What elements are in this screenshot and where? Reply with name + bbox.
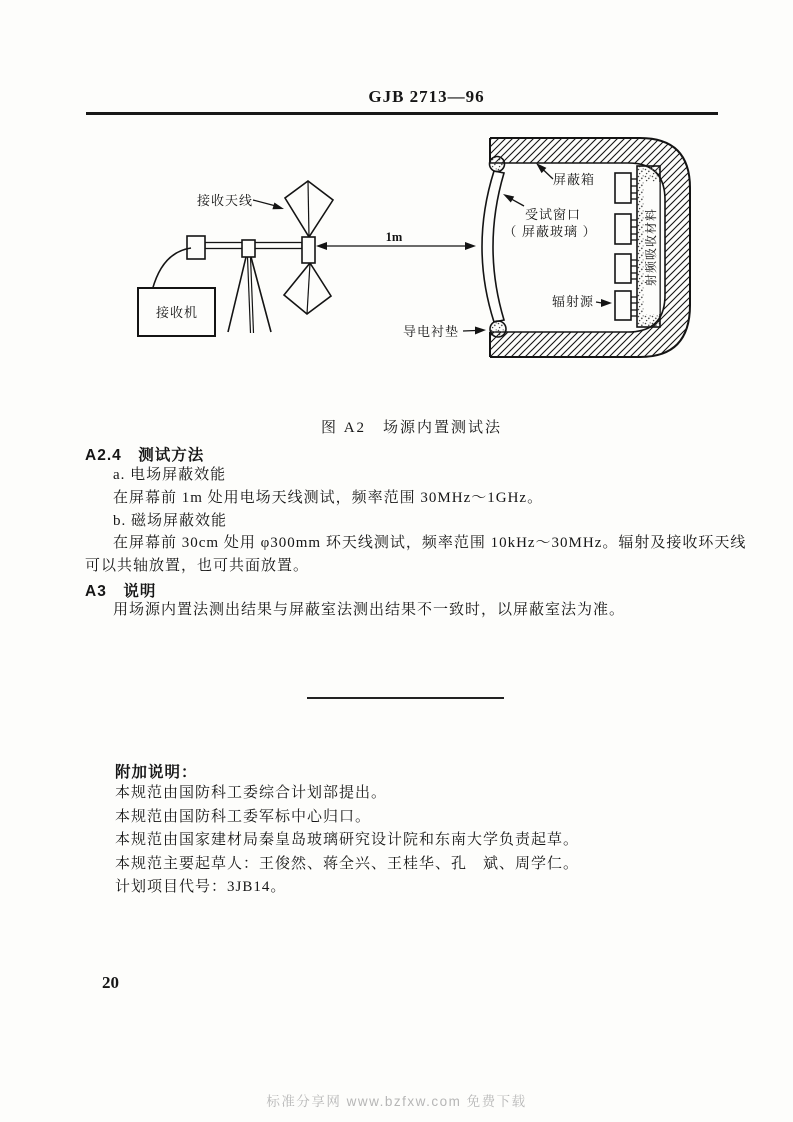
- conductive-gasket-callout: [403, 324, 486, 339]
- additional-note-1: 本规范由国防科工委综合计划部提出。: [115, 785, 388, 801]
- item-a-heading: a. 电场屏蔽效能: [113, 467, 227, 483]
- test-window-label-line2: （ 屏蔽玻璃 ）: [503, 224, 597, 239]
- tripod: [228, 240, 271, 333]
- section-a3-text: 用场源内置法测出结果与屏蔽室法测出结果不一致时，以屏蔽室法为准。: [113, 602, 626, 618]
- conductive-gasket-label: 导电衬垫: [402, 324, 460, 339]
- additional-note-5: 计划项目代号：3JB14。: [115, 879, 287, 895]
- section-a24-heading: A2.4 测试方法: [85, 447, 205, 464]
- shield-box-label: 屏蔽箱: [552, 172, 596, 187]
- additional-note-4: 本规范主要起草人：王俊然、蒋全兴、王桂华、孔 斌、周学仁。: [115, 856, 580, 872]
- additional-notes-heading: 附加说明：: [115, 764, 198, 781]
- item-b-heading: b. 磁场屏蔽效能: [113, 513, 228, 529]
- item-b-text-line2: 可以共轴放置，也可共面放置。: [85, 558, 310, 574]
- distance-label: 1m: [385, 230, 403, 244]
- rf-absorber-label: 射频吸收材料: [644, 207, 658, 287]
- receiver: [138, 248, 215, 336]
- standard-number-header: GJB 2713—96: [368, 87, 485, 106]
- figure-caption: 图 A2 场源内置测试法: [320, 420, 503, 436]
- receiving-antenna-label: 接收天线: [196, 193, 254, 208]
- distance-dimension: [316, 230, 476, 250]
- test-setup-diagram: [130, 135, 705, 367]
- watermark-footer: 标准分享网 www.bzfxw.com 免费下载: [266, 1094, 527, 1109]
- test-window-label-line1: 受试窗口: [524, 207, 582, 222]
- section-a3-heading: A3 说明: [85, 583, 157, 600]
- additional-note-3: 本规范由国家建材局秦皇岛玻璃研究设计院和东南大学负责起草。: [115, 832, 580, 848]
- separator-rule: [307, 697, 504, 699]
- item-b-text-line1: 在屏幕前 30cm 处用 φ300mm 环天线测试，频率范围 10kHz～30MHz。辐射及接收环天线: [113, 535, 747, 551]
- receiver-label: 接收机: [155, 305, 199, 320]
- radiation-source-label: 辐射源: [551, 294, 595, 309]
- receiving-antenna-callout: [197, 193, 284, 209]
- header-rule: [86, 112, 718, 115]
- rf-absorber-strip: [637, 166, 660, 327]
- item-a-text: 在屏幕前 1m 处用电场天线测试，频率范围 30MHz～1GHz。: [113, 490, 544, 506]
- page-number: 20: [102, 973, 119, 992]
- additional-note-2: 本规范由国防科工委军标中心归口。: [115, 809, 372, 825]
